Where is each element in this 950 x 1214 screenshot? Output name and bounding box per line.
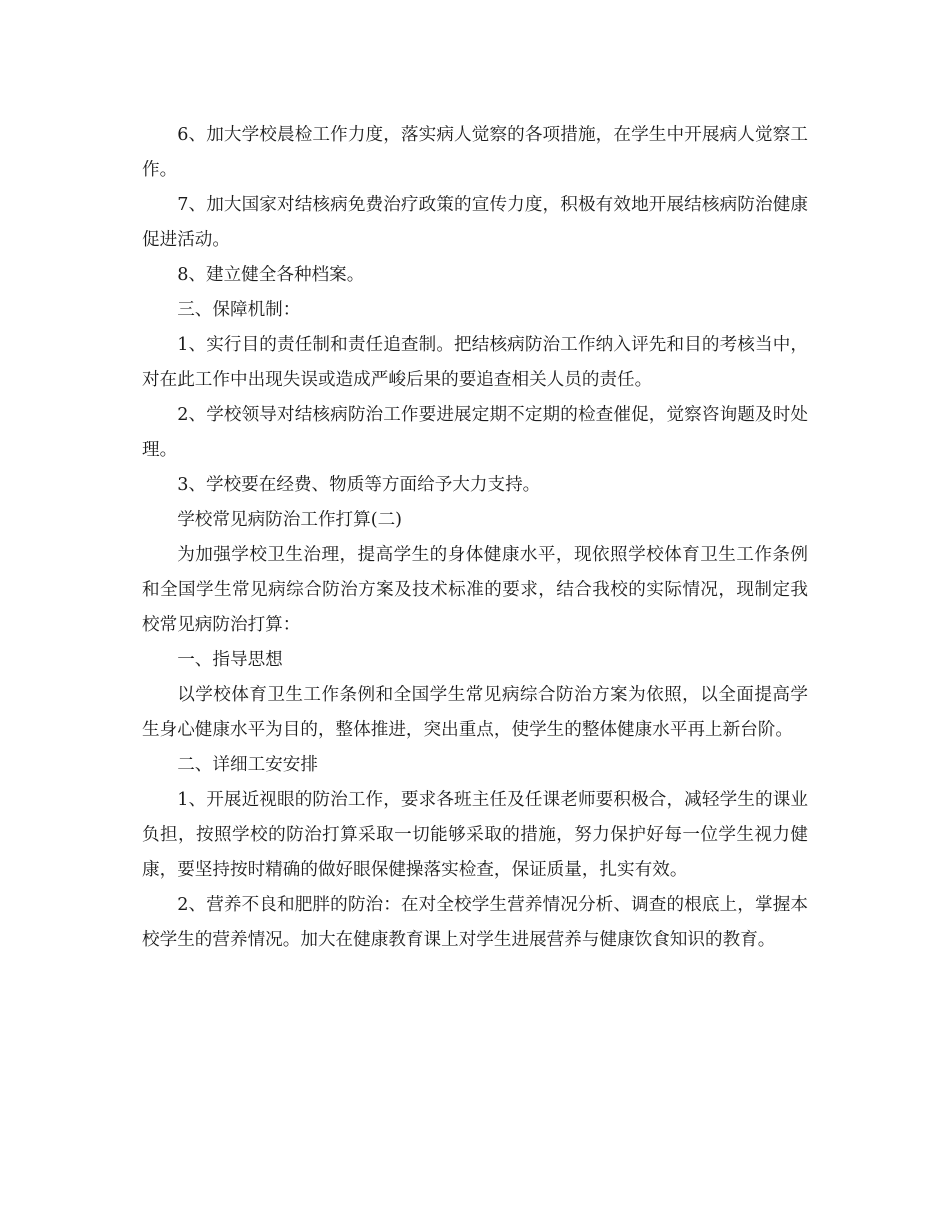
section-heading-guiding-ideology: 一、指导思想: [177, 650, 283, 670]
section-heading-guarantee-mechanism: 三、保障机制：: [177, 300, 301, 320]
paragraph-guiding-ideology: 以学校体育卫生工作条例和全国学生常见病综合防治方案为依照，以全面提高学生身心健康水平为目的，整体推进，突出重点，使学生的整体健康水平再上新台阶。: [142, 685, 808, 740]
paragraph-item-7-policy-publicity: 7、加大国家对结核病免费治疗政策的宣传力度，积极有效地开展结核病防治健康促进活动。: [142, 195, 808, 250]
paragraph-item-1-responsibility: 1、实行目的责任制和责任追查制。把结核病防治工作纳入评先和目的考核当中，对在此工作中出现失误或造成严峻后果的要追查相关人员的责任。: [142, 335, 808, 390]
paragraph-item-2-leadership-inspection: 2、学校领导对结核病防治工作要进展定期不定期的检查催促，觉察咨询题及时处理。: [142, 405, 808, 460]
paragraph-item-2-nutrition-obesity: 2、营养不良和肥胖的防治：在对全校学生营养情况分析、调查的根底上，掌握本校学生的营养情况。加大在健康教育课上对学生进展营养与健康饮食知识的教育。: [142, 895, 808, 950]
paragraph-item-6-morning-check: 6、加大学校晨检工作力度，落实病人觉察的各项措施，在学生中开展病人觉察工作。: [142, 125, 808, 180]
paragraph-item-3-funding-support: 3、学校要在经费、物质等方面给予大力支持。: [177, 475, 541, 495]
document-subtitle: 学校常见病防治工作打算(二): [177, 510, 403, 530]
document-body: [142, 118, 808, 958]
paragraph-item-1-myopia-prevention: 1、开展近视眼的防治工作，要求各班主任及任课老师要积极合，减轻学生的课业负担，按照学校的防治打算采取一切能够采取的措施，努力保护好每一位学生视力健康，要坚持按时精确的做好眼保健操落实检查，保证质量，扎实有效。: [142, 790, 808, 880]
paragraph-item-8-archives: 8、建立健全各种档案。: [177, 265, 365, 285]
paragraph-introduction: 为加强学校卫生治理，提高学生的身体健康水平，现依照学校体育卫生工作条例和全国学生常见病综合防治方案及技术标准的要求，结合我校的实际情况，现制定我校常见病防治打算：: [142, 545, 808, 635]
section-heading-detailed-arrangement: 二、详细工安安排: [177, 755, 318, 775]
